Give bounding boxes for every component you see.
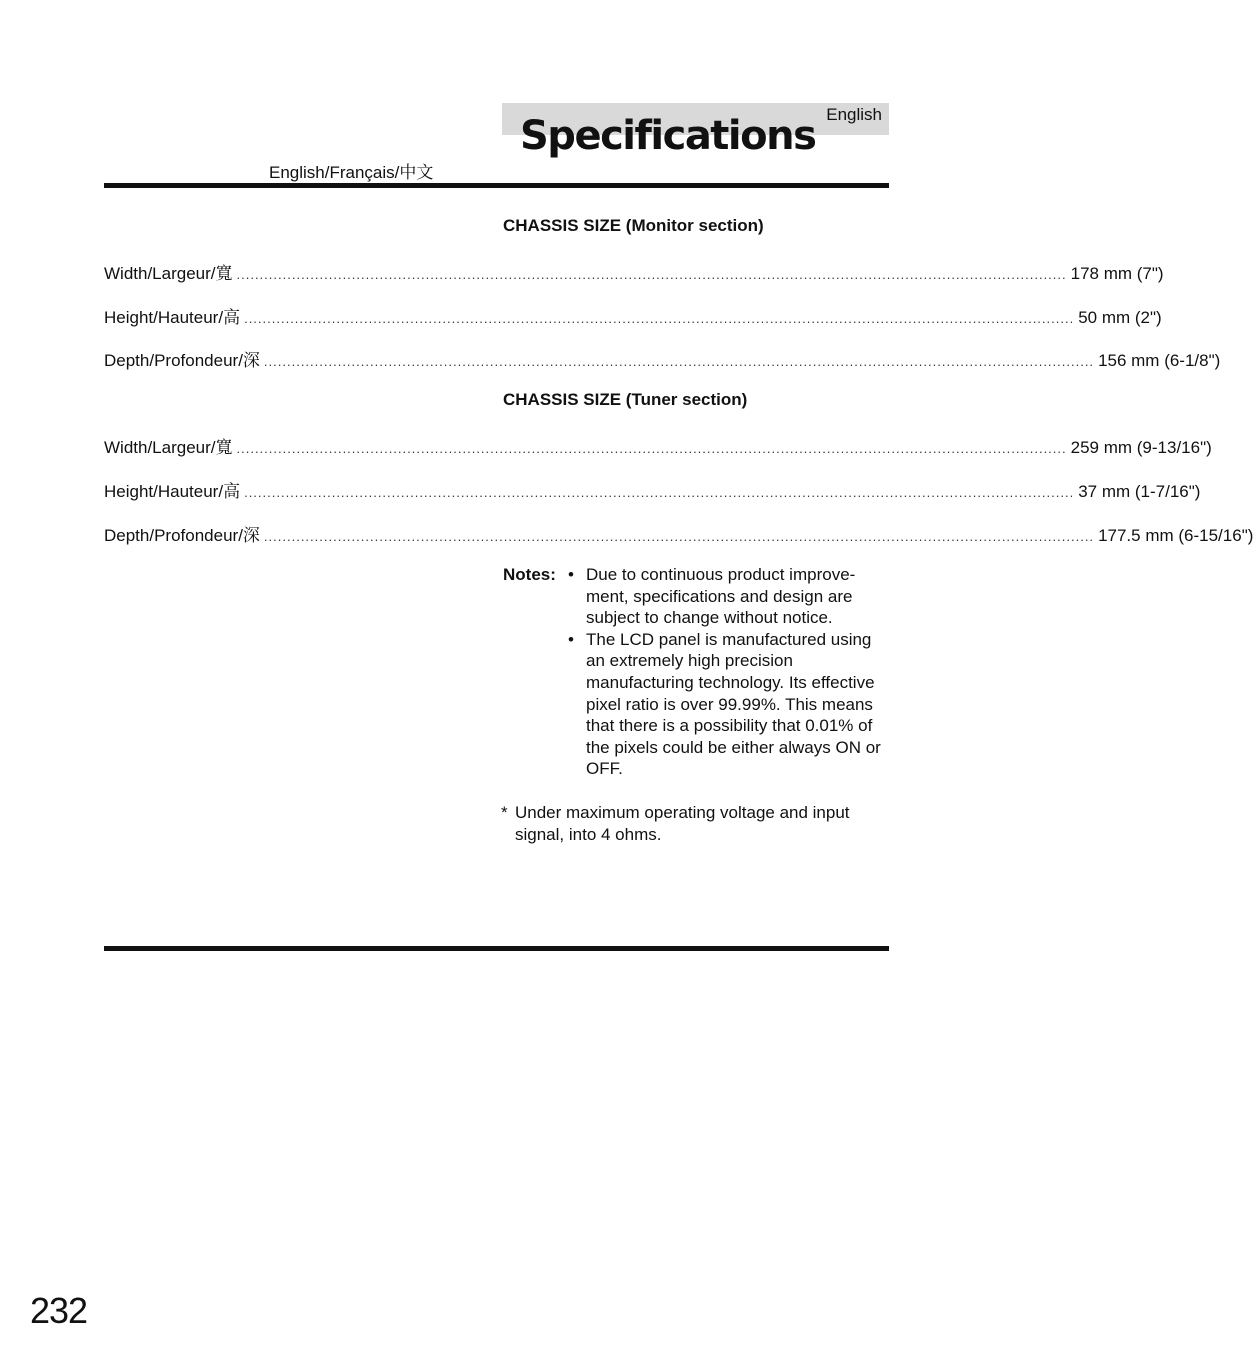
dot-leader: ....................................................................................................................................................................................	[263, 529, 1095, 544]
dot-leader: ....................................................................................................................................................................................	[236, 267, 1067, 282]
note-text: The LCD panel is manufactured using an extremely high precision manufacturing technology. Its effective pixel ratio is over 99.99%. This means that there is a possibility that 0.01% of the pixels could be either always ON or OFF.	[586, 629, 881, 779]
spec-label: Height/Hauteur/高	[104, 308, 241, 327]
footnote-marker: *	[501, 803, 508, 822]
spec-row	[104, 259, 1164, 283]
section-heading-monitor: CHASSIS SIZE (Monitor section)	[503, 216, 764, 235]
dot-leader: ....................................................................................................................................................................................	[263, 354, 1095, 369]
bottom-rule	[104, 946, 889, 951]
bullet-icon: •	[568, 565, 574, 584]
dot-leader: ....................................................................................................................................................................................	[244, 485, 1075, 500]
note-text: Due to continuous product improve-ment, specifications and design are subject to change without notice.	[586, 565, 856, 628]
spec-row	[104, 433, 1212, 457]
spec-value: 50 mm (2")	[1078, 308, 1162, 327]
spec-label: Height/Hauteur/高	[104, 482, 241, 501]
page-title: Specifications	[520, 113, 816, 159]
spec-value: 259 mm (9-13/16")	[1070, 438, 1212, 457]
spec-value: 156 mm (6-1/8")	[1098, 351, 1221, 370]
language-tab-label: English	[826, 105, 882, 124]
top-rule	[104, 183, 889, 188]
notes-block	[503, 564, 889, 780]
page-number: 232	[30, 1290, 88, 1331]
notes-list	[503, 564, 889, 780]
spec-value: 178 mm (7")	[1070, 264, 1164, 283]
notes-label: Notes:	[503, 565, 556, 584]
spec-row	[104, 477, 1201, 501]
dot-leader: ....................................................................................................................................................................................	[236, 441, 1067, 456]
note-item	[568, 564, 889, 629]
footnote-text: Under maximum operating voltage and input signal, into 4 ohms.	[515, 803, 850, 844]
spec-value: 37 mm (1-7/16")	[1078, 482, 1201, 501]
spec-row	[104, 346, 1221, 370]
spec-label: Depth/Profondeur/深	[104, 526, 260, 545]
spec-label: Depth/Profondeur/深	[104, 351, 260, 370]
footnote	[501, 802, 889, 845]
spec-row	[104, 521, 1253, 545]
note-item	[568, 629, 889, 780]
dot-leader: ....................................................................................................................................................................................	[244, 311, 1075, 326]
spec-row	[104, 303, 1162, 327]
spec-label: Width/Largeur/寬	[104, 264, 233, 283]
spec-label: Width/Largeur/寬	[104, 438, 233, 457]
language-note: English/Français/中文	[269, 163, 434, 182]
section-heading-tuner: CHASSIS SIZE (Tuner section)	[503, 390, 748, 409]
bullet-icon: •	[568, 629, 574, 649]
spec-value: 177.5 mm (6-15/16")	[1098, 526, 1253, 545]
